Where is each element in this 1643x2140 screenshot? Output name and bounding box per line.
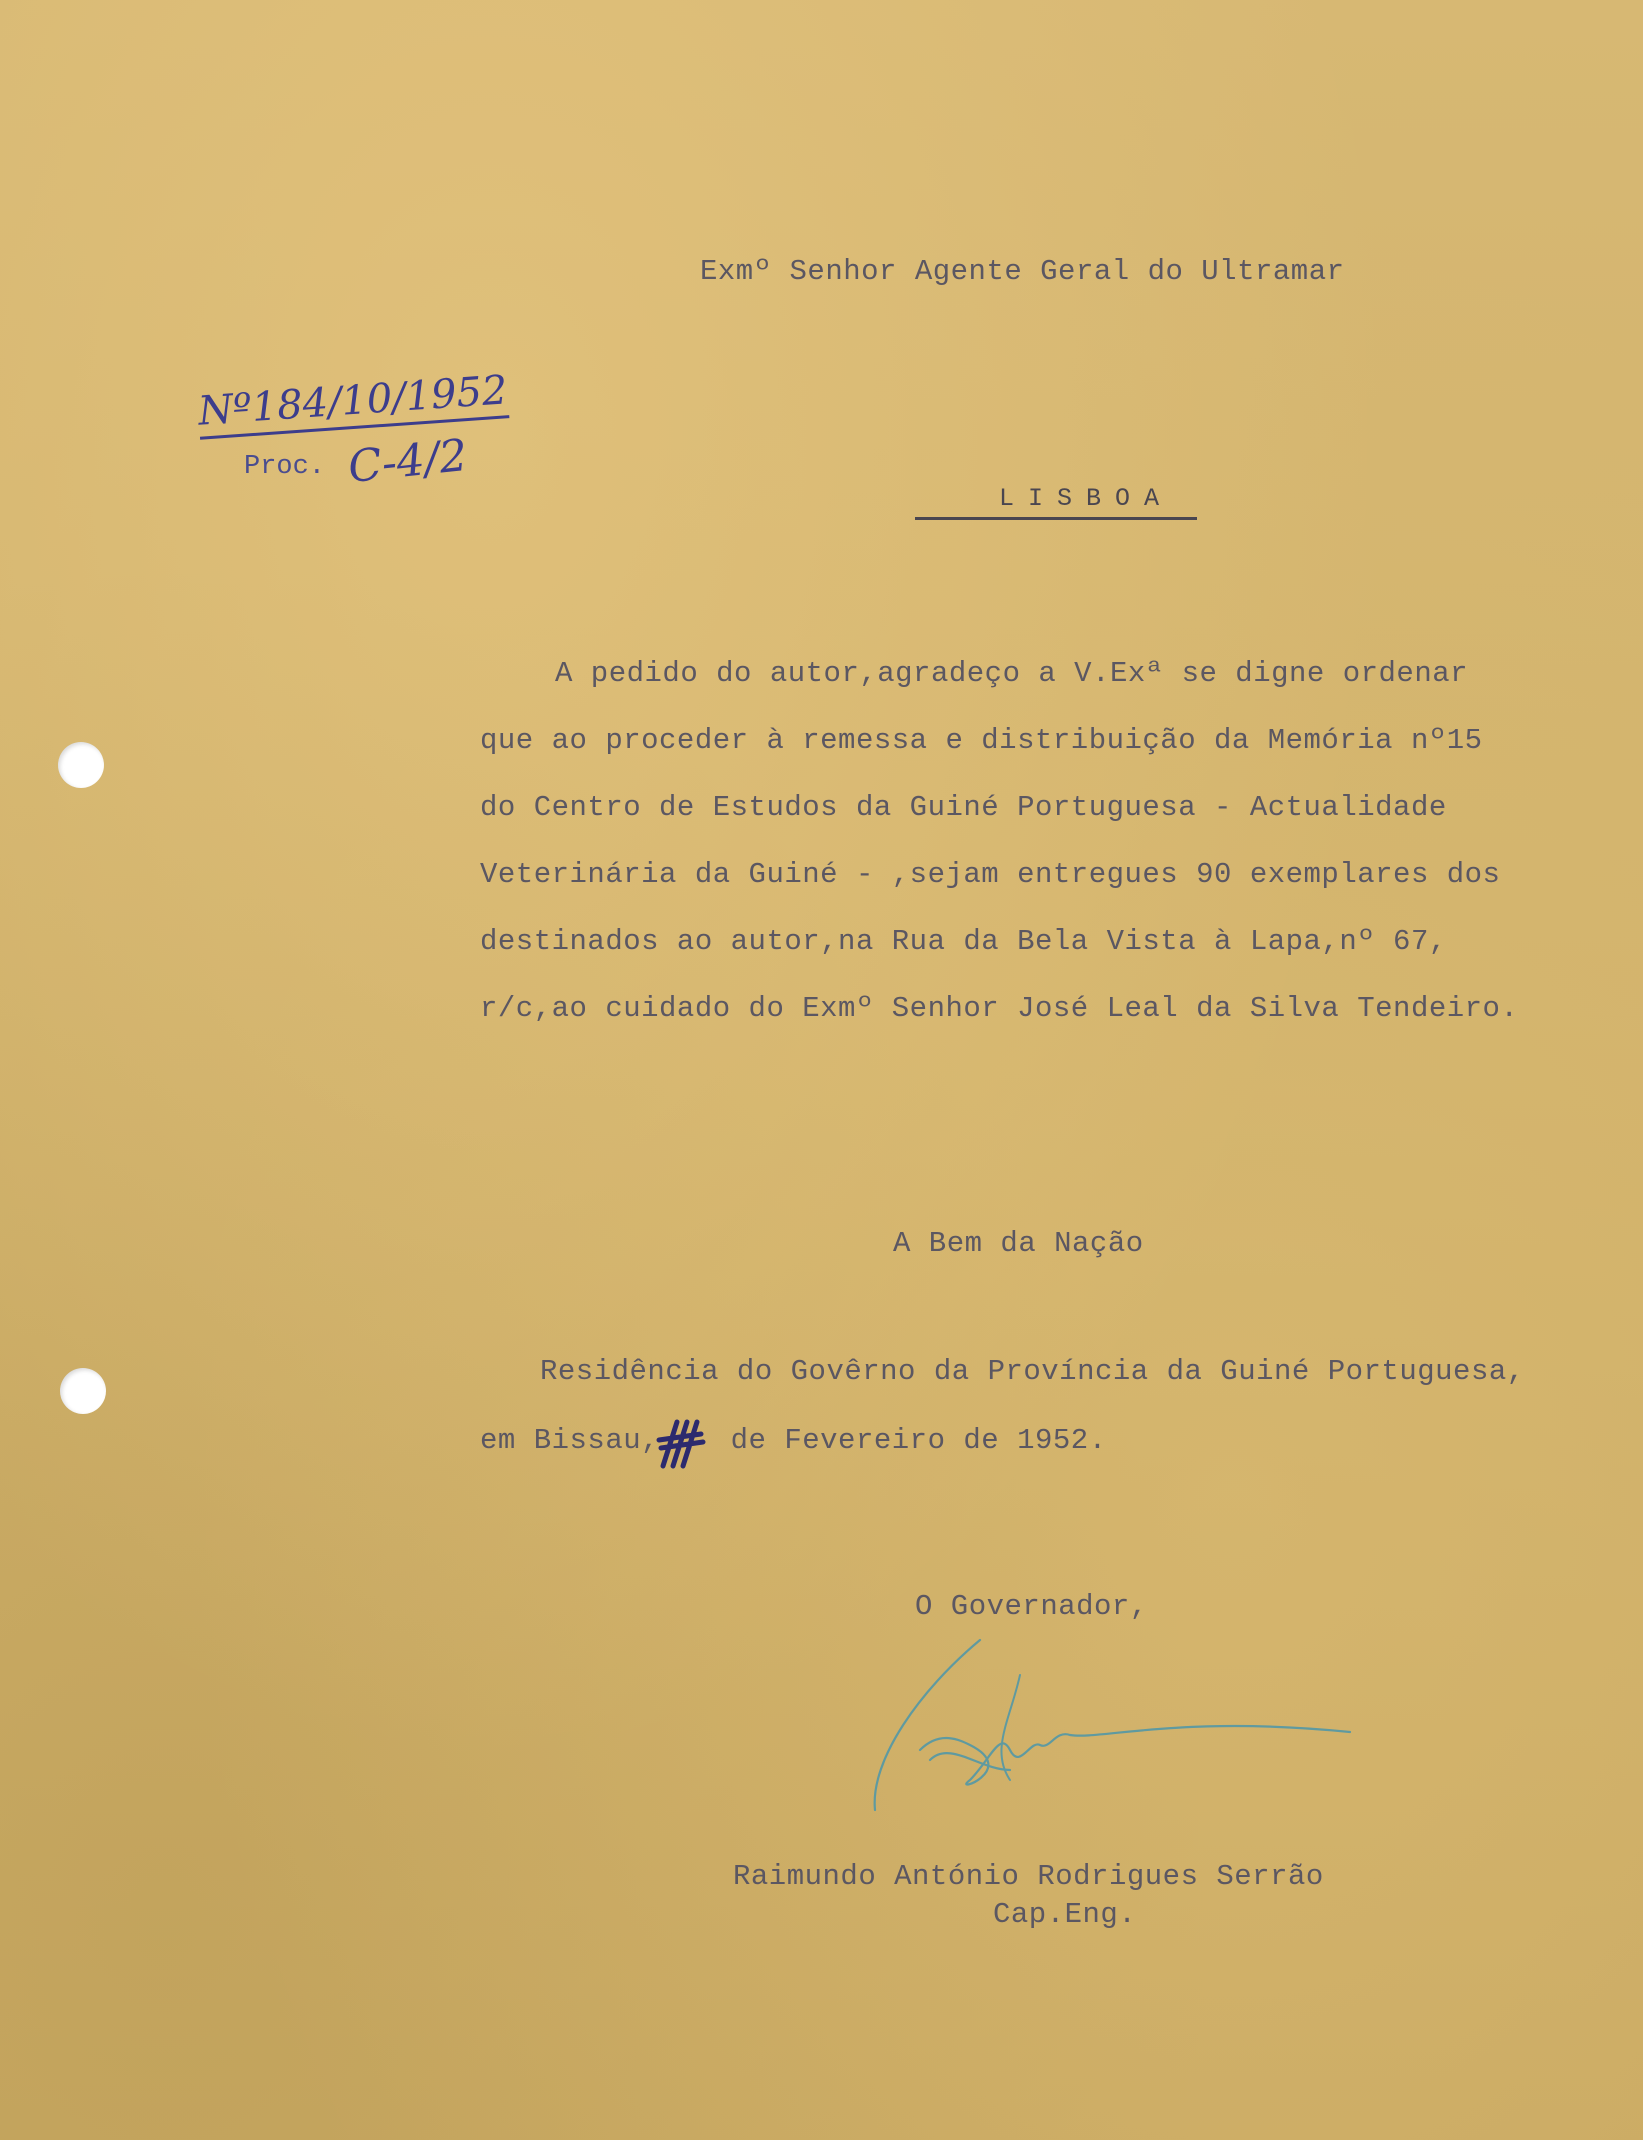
handwritten-day-mark bbox=[655, 1418, 715, 1470]
destination-city: LISBOA bbox=[915, 484, 1197, 520]
body-line-5: destinados ao autor,na Rua da Bela Vista à Lapa,nº 67, bbox=[480, 925, 1447, 958]
body-line-3: do Centro de Estudos da Guiné Portuguesa - Actualidade bbox=[480, 791, 1447, 824]
body-line-6: r/c,ao cuidado do Exmº Senhor José Leal da Silva Tendeiro. bbox=[480, 992, 1519, 1025]
closing-salutation: A Bem da Nação bbox=[893, 1227, 1144, 1260]
punch-hole-top bbox=[58, 742, 104, 788]
signature-mark bbox=[860, 1620, 1360, 1840]
place-line-1: Residência do Govêrno da Província da Guiné Portuguesa, bbox=[540, 1355, 1525, 1388]
body-line-1: A pedido do autor,agradeço a V.Exª se digne ordenar bbox=[555, 657, 1469, 690]
proc-value: C-4/2 bbox=[345, 429, 470, 494]
signatory-role: O Governador, bbox=[915, 1590, 1148, 1623]
body-line-2: que ao proceder à remessa e distribuição da Memória nº15 bbox=[480, 724, 1483, 757]
place-line-2: em Bissau, de Fevereiro de 1952. bbox=[480, 1424, 1107, 1457]
body-line-4: Veterinária da Guiné - ,sejam entregues 90 exemplares dos bbox=[480, 858, 1501, 891]
addressee-line: Exmº Senhor Agente Geral do Ultramar bbox=[700, 255, 1345, 288]
proc-label: Proc. bbox=[244, 452, 326, 482]
signatory-name: Raimundo António Rodrigues Serrão bbox=[733, 1860, 1324, 1893]
punch-hole-bottom bbox=[60, 1368, 106, 1414]
signatory-rank: Cap.Eng. bbox=[993, 1898, 1137, 1931]
reference-number: Nº184/10/1952 bbox=[197, 367, 510, 439]
